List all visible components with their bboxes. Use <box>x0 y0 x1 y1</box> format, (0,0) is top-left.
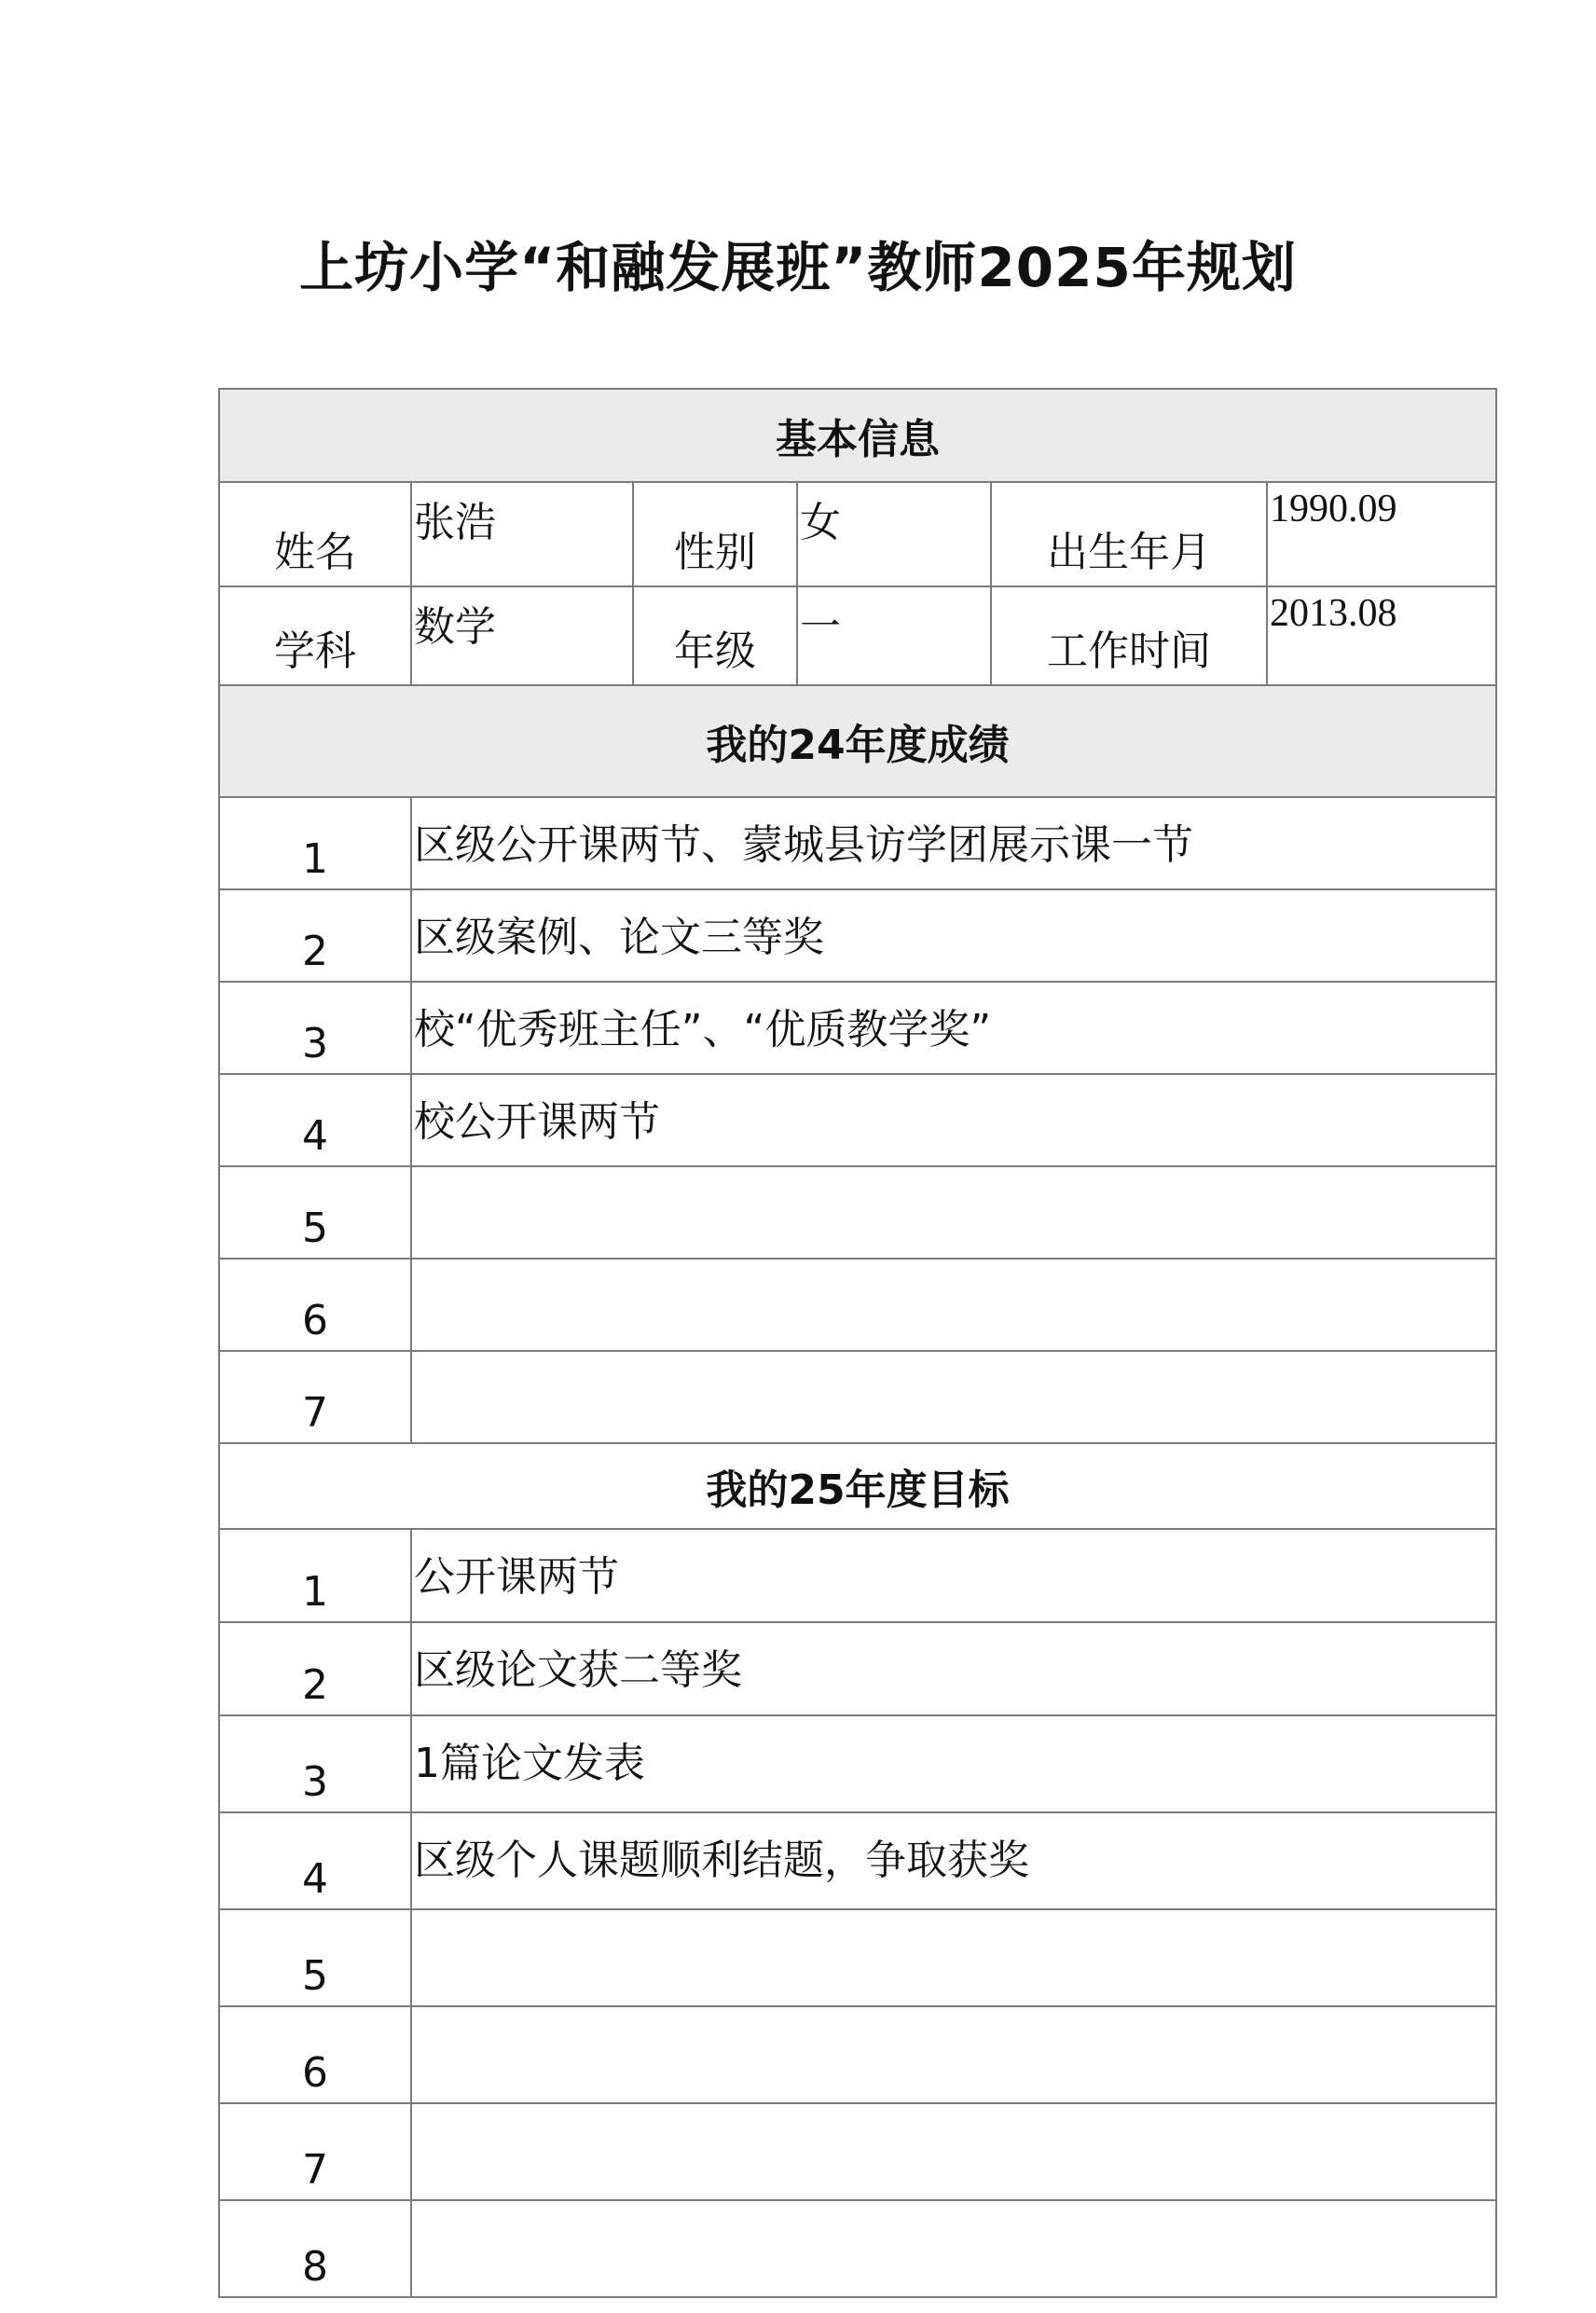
table-row <box>219 2200 1496 2297</box>
table-row <box>219 1622 1496 1715</box>
row-number: 1 <box>219 797 411 889</box>
section-header-achievements <box>219 685 1496 797</box>
section-title: 基本信息 <box>219 389 1496 482</box>
row-text: 校公开课两节 <box>411 1074 1496 1166</box>
info-row <box>219 482 1496 586</box>
row-number: 1 <box>219 1529 411 1622</box>
table-row <box>219 1812 1496 1909</box>
gender-value: 女 <box>797 482 991 586</box>
name-label: 姓名 <box>219 482 411 586</box>
row-text <box>411 1166 1496 1259</box>
table-row <box>219 1351 1496 1443</box>
work-start-value: 2013.08 <box>1267 586 1496 685</box>
row-text: 公开课两节 <box>411 1529 1496 1622</box>
row-text: 区级案例、论文三等奖 <box>411 889 1496 982</box>
row-number: 7 <box>219 1351 411 1443</box>
name-value: 张浩 <box>411 482 633 586</box>
row-number: 5 <box>219 1166 411 1259</box>
plan-table <box>218 388 1497 2298</box>
row-number: 6 <box>219 2006 411 2103</box>
row-number: 6 <box>219 1259 411 1351</box>
table-row <box>219 2006 1496 2103</box>
subject-value: 数学 <box>411 586 633 685</box>
row-text <box>411 2006 1496 2103</box>
table-row <box>219 797 1496 889</box>
gender-label: 性别 <box>633 482 797 586</box>
row-number: 2 <box>219 1622 411 1715</box>
row-text: 区级个人课题顺利结题，争取获奖 <box>411 1812 1496 1909</box>
row-text <box>411 1909 1496 2006</box>
row-number: 4 <box>219 1812 411 1909</box>
row-text <box>411 2200 1496 2297</box>
row-number: 3 <box>219 982 411 1074</box>
grade-label: 年级 <box>633 586 797 685</box>
section-header-basic-info <box>219 389 1496 482</box>
row-text <box>411 1259 1496 1351</box>
info-row <box>219 586 1496 685</box>
row-number: 7 <box>219 2103 411 2200</box>
table-row <box>219 1529 1496 1622</box>
row-text: 区级公开课两节、蒙城县访学团展示课一节 <box>411 797 1496 889</box>
row-number: 4 <box>219 1074 411 1166</box>
table-row <box>219 1715 1496 1812</box>
table-row <box>219 889 1496 982</box>
document-title: 上坊小学“和融发展班”教师2025年规划 <box>299 236 1297 299</box>
section-header-goals <box>219 1443 1496 1529</box>
row-number: 2 <box>219 889 411 982</box>
subject-label: 学科 <box>219 586 411 685</box>
birth-value: 1990.09 <box>1267 482 1496 586</box>
section-title: 我的24年度成绩 <box>219 685 1496 797</box>
row-number: 5 <box>219 1909 411 2006</box>
row-text: 校“优秀班主任”、“优质教学奖” <box>411 982 1496 1074</box>
row-text: 1篇论文发表 <box>411 1715 1496 1812</box>
row-text: 区级论文获二等奖 <box>411 1622 1496 1715</box>
table-row <box>219 982 1496 1074</box>
table-row <box>219 1909 1496 2006</box>
table-row <box>219 2103 1496 2200</box>
birth-label: 出生年月 <box>991 482 1267 586</box>
row-text <box>411 1351 1496 1443</box>
section-title: 我的25年度目标 <box>219 1443 1496 1529</box>
table-row <box>219 1074 1496 1166</box>
row-number: 3 <box>219 1715 411 1812</box>
work-start-label: 工作时间 <box>991 586 1267 685</box>
row-text <box>411 2103 1496 2200</box>
table-row <box>219 1166 1496 1259</box>
grade-value: 一 <box>797 586 991 685</box>
row-number: 8 <box>219 2200 411 2297</box>
table-row <box>219 1259 1496 1351</box>
